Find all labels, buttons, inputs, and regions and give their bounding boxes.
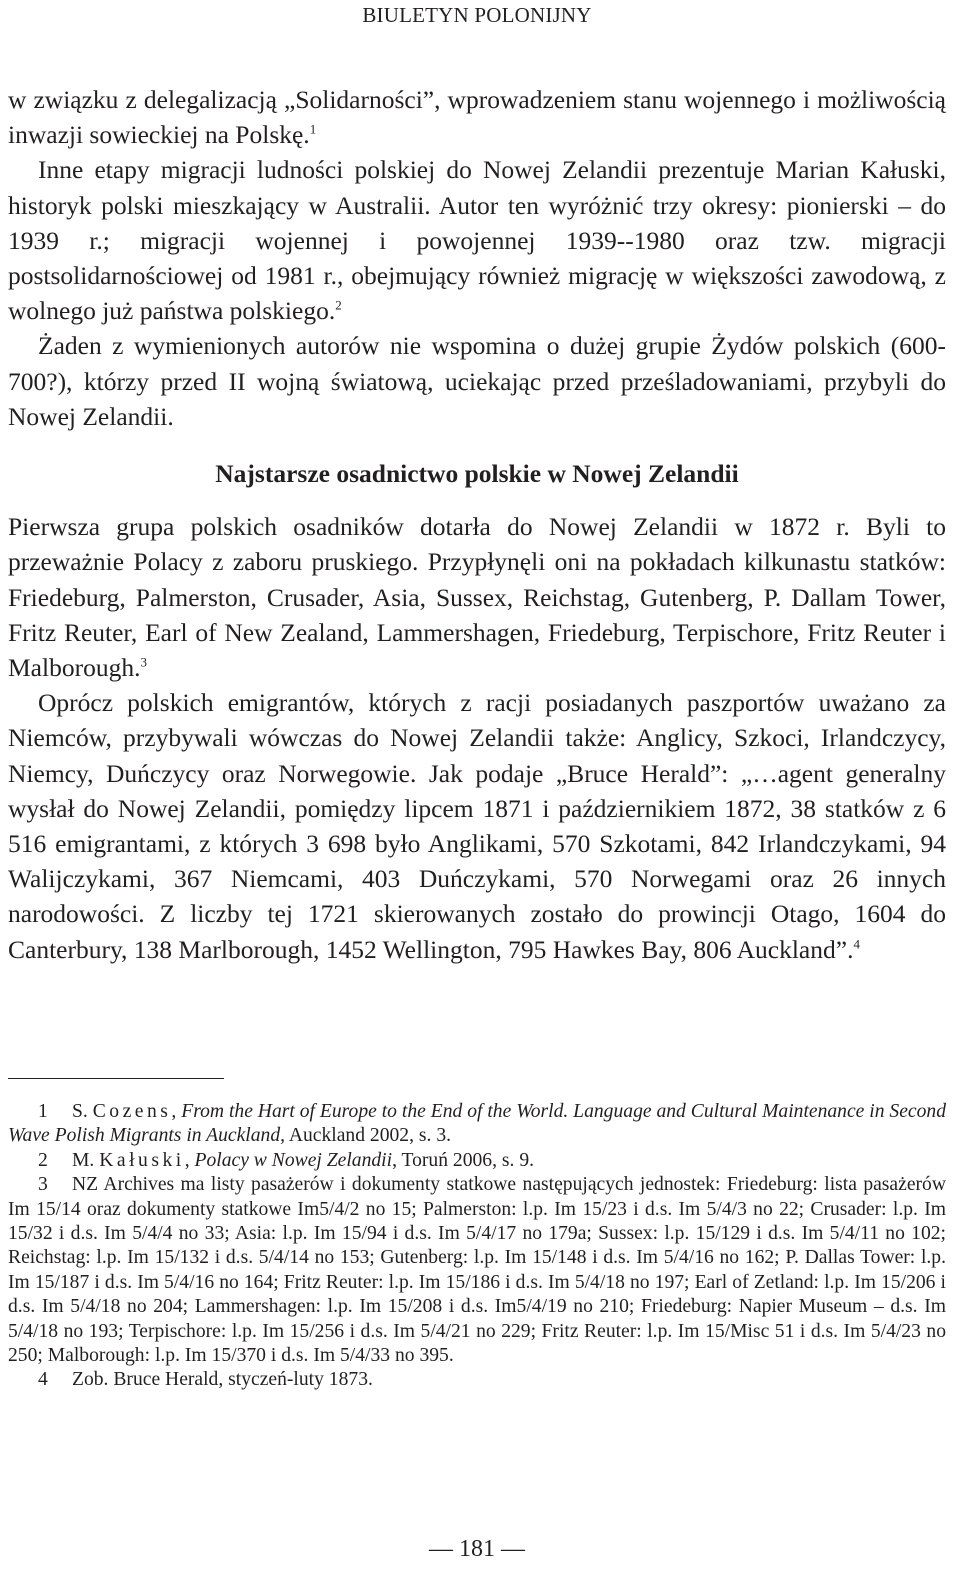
- paragraph-5-text: Oprócz polskich emigrantów, których z racji posiadanych paszportów uważano za Niemców, przybywali wówczas do Nowej Zelandii także: Anglicy, Szkoci, Irlandczycy, Niemcy, Duńczycy oraz Norwegowie. Jak podaje „Bruce Herald”: „…agent generalny wysłał do Nowej Zelandii, pomiędzy lipcem 1871 i październikiem 1872, 38 statków z 6 516 emigrantami, z których 3 698 było Anglikami, 570 Szkotami, 842 Irlandczykami, 94 Walijczykami, 367 Niemcami, 403 Duńczykami, 570 Norwegami oraz 26 innych narodowości. Z liczby tej 1721 skierowanych zostało do prowincji Otago, 1604 do Canterbury, 138 Marlborough, 1452 Wellington, 795 Hawkes Bay, 806 Auckland”.: [8, 688, 946, 964]
- footnote-4: [8, 1368, 946, 1392]
- paragraph-3-text: Żaden z wymienionych autorów nie wspomina o dużej grupie Żydów polskich (600-700?), którzy przed II wojną światową, uciekając przed prześladowaniami, przybyli do Nowej Zelandii.: [8, 331, 946, 431]
- footnote-separator: ,: [171, 1101, 177, 1122]
- paragraph-2-text: Inne etapy migracji ludności polskiej do Nowej Zelandii prezentuje Marian Kałuski, historyk polski mieszkający w Australii. Autor ten wyróżnić trzy okresy: pionierski – do 1939 r.; migracji wojennej i powojennej 1939--1980 oraz tzw. migracji postsolidarnościowej od 1981 r., obejmujący również migrację w większości zawodową, z wolnego już państwa polskiego.: [8, 155, 946, 326]
- footnote-number: 3: [38, 1174, 48, 1196]
- footnote-ref-1[interactable]: 1: [309, 121, 317, 137]
- footnote-number: 1: [38, 1101, 48, 1122]
- body-text: [8, 82, 946, 967]
- paragraph-2: [8, 152, 946, 328]
- footnote-rest: , Auckland 2002, s. 3.: [280, 1125, 452, 1147]
- footnote-title: Polacy w Nowej Zelandii: [194, 1149, 393, 1171]
- paragraph-4-text: Pierwsza grupa polskich osadników dotarła do Nowej Zelandii w 1872 r. Byli to przeważnie Polacy z zaboru pruskiego. Przypłynęli oni na pokładach kilkunastu statków: Friedeburg, Palmerston, Crusader, Asia, Sussex, Reichstag, Gutenberg, P. Dallam Tower, Fritz Reuter, Earl of New Zealand, Lammershagen, Friedeburg, Terpischore, Fritz Reuter i Malborough.: [8, 512, 946, 683]
- footnote-ref-2[interactable]: 2: [335, 297, 342, 313]
- footnote-author-initial: S.: [72, 1101, 88, 1122]
- page-number: — 181 —: [429, 1536, 525, 1562]
- footnote-text: Zob. Bruce Herald, styczeń-luty 1873.: [72, 1369, 373, 1391]
- section-heading: Najstarsze osadnictwo polskie w Nowej Zelandii: [215, 459, 739, 489]
- running-title: BIULETYN POLONIJNY: [362, 3, 592, 27]
- footnote-2: [8, 1149, 946, 1173]
- footnote-number: 2: [38, 1149, 48, 1171]
- footnote-3: [8, 1173, 946, 1368]
- paragraph-1-text: w związku z delegalizacją „Solidarności”, wprowadzeniem stanu wojennego i możliwością inwazji sowieckiej na Polskę.: [8, 85, 946, 150]
- paragraph-3: [8, 328, 946, 434]
- footnote-rest: , Toruń 2006, s. 9.: [392, 1149, 535, 1171]
- paragraph-5: [8, 685, 946, 967]
- footnote-ref-3[interactable]: 3: [140, 654, 147, 670]
- footnote-separator: ,: [184, 1149, 190, 1171]
- footnote-number: 4: [38, 1369, 48, 1391]
- footnote-ref-4[interactable]: 4: [853, 936, 860, 952]
- footnotes: [8, 1100, 946, 1393]
- footnote-1: [8, 1100, 946, 1149]
- paragraph-1: [8, 82, 946, 152]
- footnote-text: NZ Archives ma listy pasażerów i dokumenty statkowe następujących jednostek: Friedeburg: lista pasażerów Im 15/14 oraz dokumenty statkowe Im5/4/2 no 15; Palmerston: l.p. Im 15/23 i d.s. Im 5/4/3 no 22; Crusader: l.p. Im 15/32 i d.s. Im 5/4/4 no 33; Asia: l.p. Im 15/94 i d.s. Im 5/4/17 no 179a; Sussex: l.p. 15/129 i d.s. Im 5/4/11 no 102; Reichstag: l.p. Im 15/132 i d.s. 5/4/14 no 153; Gutenberg: l.p. Im 15/148 i d.s. Im 5/4/16 no 162; P. Dallas Tower: l.p. Im 15/187 i d.s. Im 5/4/16 no 164; Fritz Reuter: l.p. Im 15/186 i d.s. Im 5/4/18 no 197; Earl of Zetland: l.p. Im 15/206 i d.s. Im 5/4/18 no 204; Lammershagen: l.p. Im 15/208 i d.s. Im5/4/19 no 210; Friedeburg: Napier Museum – d.s. Im 5/4/18 no 193; Terpischore: l.p. Im 15/256 i d.s. Im 5/4/21 no 229; Fritz Reuter: l.p. Im 15/Misc 51 i d.s. Im 5/4/23 no 250; Malborough: l.p. Im 15/370 i d.s. Im 5/4/33 no 395.: [8, 1174, 946, 1367]
- footnote-author-name: Cozens: [92, 1101, 172, 1122]
- footnote-title: From the Hart of Europe to the End of the World. Language and Cultural Maintenance in Second Wave Polish Migrants in Auckland: [8, 1101, 947, 1147]
- footnote-author-name: Kałuski: [99, 1149, 185, 1171]
- footnote-author-initial: M.: [72, 1149, 95, 1171]
- paragraph-4: [8, 509, 946, 685]
- footnote-divider: [8, 1078, 224, 1079]
